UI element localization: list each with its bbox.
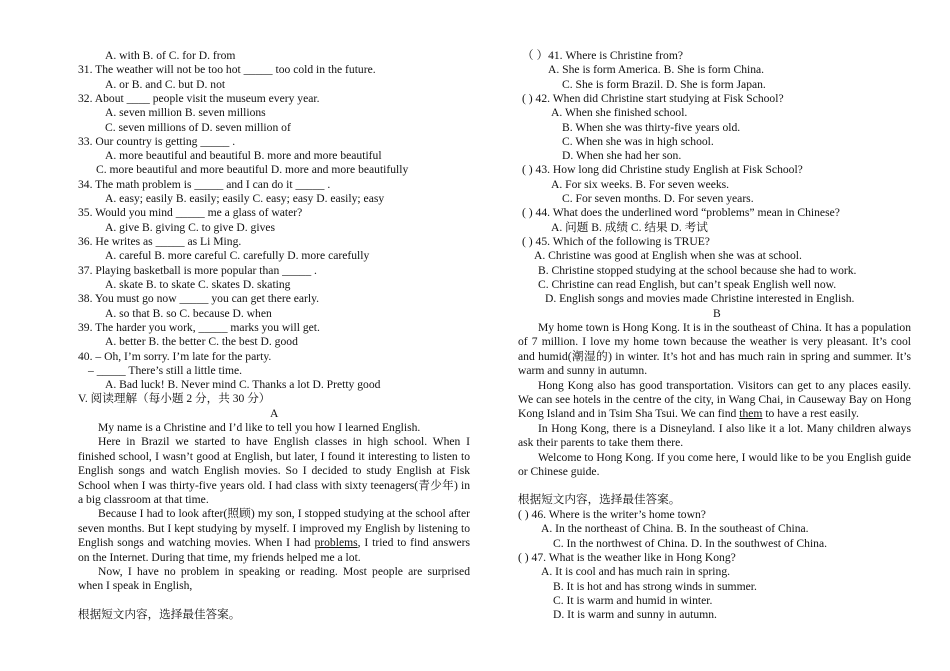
left-question-line: A. more beautiful and beautiful B. more and more beautiful: [105, 149, 382, 162]
right-question-line: ( ) 43. How long did Christine study English at Fisk School?: [522, 163, 803, 176]
right-question-line: A. When she finished school.: [551, 106, 688, 119]
right-question-b-line: A. It is cool and has much rain in spring.: [541, 565, 731, 578]
left-question-line: A. give B. giving C. to give D. gives: [105, 221, 276, 234]
left-question-line: V. 阅读理解（每小题 2 分，共 30 分）: [78, 392, 271, 405]
left-question-line: – _____ There’s still a little time.: [88, 364, 243, 377]
passage-b-paragraph-1: My home town is Hong Kong. It is in the southeast of China. It has a population of 7 million. I love my home town because the weather is very pleasant. It’s cool and humid(潮湿的) in winter. It’s hot and has much rain in spring and summer. It’s warm and sunny in autumn.: [518, 321, 911, 378]
left-question-line: A. seven million B. seven millions: [105, 106, 266, 119]
right-question-line: A. 问题 B. 成绩 C. 结果 D. 考试: [551, 221, 708, 234]
right-question-line: C. For seven months. D. For seven years.: [562, 192, 754, 205]
left-question-line: 37. Playing basketball is more popular than _____ .: [78, 264, 317, 277]
left-question-line: A. skate B. to skate C. skates D. skating: [105, 278, 291, 291]
left-question-line: A. better B. the better C. the best D. good: [105, 335, 298, 348]
passage-b-paragraph-4: Welcome to Hong Kong. If you come here, I would like to be you English guide or Chinese guide.: [518, 450, 911, 479]
left-question-line: A. so that B. so C. because D. when: [105, 307, 272, 320]
left-question-line: 32. About ____ people visit the museum every year.: [78, 92, 320, 105]
passage-a-paragraph-4: Now, I have no problem in speaking or reading. Most people are surprised when I speak in English,: [78, 565, 470, 593]
passage-b-paragraph-2: Hong Kong also has good transportation. Visitors can get to any places easily. We can see hotels in the centre of the city, in Wang Chai, in Causeway Bay on Hong Kong Island and in Tsim Sha Tsui. We can find them to have a rest easily.: [518, 378, 911, 421]
right-question-b-line: 根据短文内容，选择最佳答案。: [518, 493, 681, 506]
right-question-b-line: B. It is hot and has strong winds in summer.: [553, 580, 757, 593]
right-question-line: ( ) 42. When did Christine start studying at Fisk School?: [522, 92, 784, 105]
left-question-line: A: [270, 407, 279, 420]
left-question-line: A. or B. and C. but D. not: [105, 78, 226, 91]
left-question-line: A. careful B. more careful C. carefully D. more carefully: [105, 249, 370, 262]
left-question-line: 35. Would you mind _____ me a glass of water?: [78, 206, 303, 219]
left-question-line: 34. The math problem is _____ and I can do it _____ .: [78, 178, 331, 191]
left-question-line: C. seven millions of D. seven million of: [105, 121, 291, 134]
passage-b: [518, 321, 911, 479]
right-question-b-line: ( ) 46. Where is the writer’s home town?: [518, 508, 706, 521]
right-question-line: A. She is form America. B. She is form China.: [548, 63, 765, 76]
right-question-line: ( ) 44. What does the underlined word “problems” mean in Chinese?: [522, 206, 840, 219]
left-question-line: 40. – Oh, I’m sorry. I’m late for the party.: [78, 350, 272, 363]
underlined-word: problems: [314, 536, 358, 550]
right-question-line: A. For six weeks. B. For seven weeks.: [551, 178, 730, 191]
right-question-line: B. When she was thirty-five years old.: [562, 121, 741, 134]
right-question-line: A. Christine was good at English when she was at school.: [534, 249, 802, 262]
right-question-b-line: C. In the northwest of China. D. In the southwest of China.: [553, 537, 828, 550]
right-question-line: （ ）41. Where is Christine from?: [522, 49, 683, 62]
right-question-b-line: A. In the northeast of China. B. In the southeast of China.: [541, 522, 809, 535]
left-question-line: 33. Our country is getting _____ .: [78, 135, 236, 148]
right-question-line: D. When she had her son.: [562, 149, 682, 162]
right-question-line: C. Christine can read English, but can’t speak English well now.: [538, 278, 837, 291]
right-question-b-line: D. It is warm and sunny in autumn.: [553, 608, 717, 621]
left-question-line: 38. You must go now _____ you can get there early.: [78, 292, 320, 305]
right-question-line: C. She is form Brazil. D. She is form Japan.: [562, 78, 766, 91]
right-question-line: D. English songs and movies made Christine interested in English.: [545, 292, 855, 305]
passage-a: [78, 421, 470, 594]
left-question-line: C. more beautiful and more beautiful D. more and more beautifully: [96, 163, 409, 176]
passage-a-paragraph-2: Here in Brazil we started to have English classes in high school. When I finished school, I wasn’t good at English, but later, I found it interesting to listen to English songs and watch English movies. So I decided to study English at Fisk School when I was thirty-five years old. I had class with sixty teenagers(青少年) in a big classroom at that time.: [78, 435, 470, 507]
right-question-line: B. Christine stopped studying at the school because she had to work.: [538, 264, 857, 277]
passage-b-paragraph-3: In Hong Kong, there is a Disneyland. I also like it a lot. Many children always ask their parents to take them there.: [518, 421, 911, 450]
passage-a-instruction: 根据短文内容，选择最佳答案。: [78, 608, 241, 621]
left-question-line: 31. The weather will not be too hot _____ too cold in the future.: [78, 63, 376, 76]
right-question-line: ( ) 45. Which of the following is TRUE?: [522, 235, 710, 248]
right-question-b-line: C. It is warm and humid in winter.: [553, 594, 713, 607]
right-question-b-line: ( ) 47. What is the weather like in Hong Kong?: [518, 551, 736, 564]
left-question-line: A. with B. of C. for D. from: [105, 49, 236, 62]
left-question-line: 39. The harder you work, _____ marks you will get.: [78, 321, 320, 334]
left-question-line: A. Bad luck! B. Never mind C. Thanks a lot D. Pretty good: [105, 378, 381, 391]
underlined-word: them: [739, 407, 763, 421]
passage-a-paragraph-1: My name is a Christine and I’d like to tell you how I learned English.: [98, 421, 421, 434]
passage-a-paragraph-3: Because I had to look after(照顾) my son, I stopped studying at the school after seven months. But I kept studying by myself. I improved my English by listening to English songs and watching movies. When I had problems, I tried to find answers on the Internet. During that time, my friends helped me a lot.: [78, 507, 470, 564]
right-question-line: C. When she was in high school.: [562, 135, 714, 148]
right-question-line: B: [713, 307, 721, 320]
left-question-line: A. easy; easily B. easily; easily C. easy; easy D. easily; easy: [105, 192, 385, 205]
left-question-line: 36. He writes as _____ as Li Ming.: [78, 235, 242, 248]
